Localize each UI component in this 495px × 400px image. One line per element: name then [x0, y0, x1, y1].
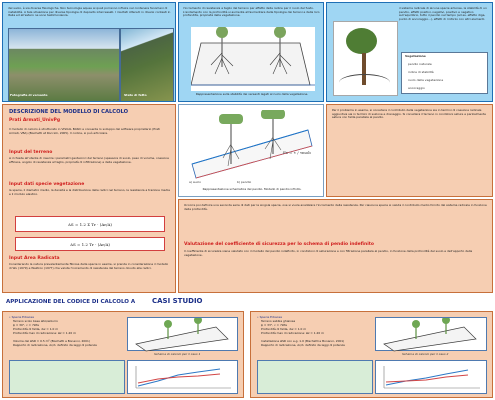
input-veg-text: la specie, il diametro medio, la densità e la distribuzione delle radici nel terreno, la resistenza a trazione media e il modulo elastico. — [9, 188, 170, 196]
tree-canopy-icon — [346, 28, 377, 54]
legend-item-2: indice di stabilità — [408, 70, 434, 74]
case-2-line-5: Profondità max di radicazione: Δz = 1.20 m — [261, 331, 324, 335]
result-text: Il coefficiente di sicurezza viene valutato con il modello del pendio indefinito, in condizioni di saturazione e con filtrazione parallela al pendio, in funzione della profondità del suolo e dell'apporto della vegetazione. — [184, 249, 473, 257]
legend-item-1: pendio naturale — [408, 62, 432, 66]
top-left-text: del suolo, è sia diverse fisiologiche. Non tecnologie aquee ai quali porranno influire nel contenere fenomeni di instabilità. A tale situazione per diverse tipologie di deposito intercessati. I risultati ottenuti in diversi contesti in Italia ed all'estero ne sono testimonianza. — [8, 6, 171, 17]
case-2-line-2: Terreno sabbia ghiaiosa — [261, 319, 296, 323]
slope-diagram-panel — [178, 104, 324, 197]
legend-item-3: ruolo della vegetazione — [408, 78, 444, 82]
result-title: Valutazione del coefficiente di sicurezza per lo schema di pendio indefinito — [184, 242, 374, 247]
case-1-line-5: Profondità max di radicazione: Δz = 1.20 m — [13, 331, 76, 335]
case-2-line-1: • Specie Erbacea — [257, 315, 282, 319]
application-title: APPLICAZIONE DEL CODICE DI CALCOLO A — [6, 299, 136, 305]
top-middle-caption: Rappresentazione sulla stabilità dei versanti legati al ruolo della vegetazione. — [195, 92, 309, 96]
application-highlight: CASI STUDIO — [152, 297, 203, 305]
legend-item-4: ancoraggio — [408, 86, 425, 90]
case-1-line-1: • Specie Erbacea — [9, 315, 34, 319]
model-description-panel — [2, 104, 176, 293]
case-2-results-chart — [375, 360, 487, 394]
input-title: Input del terreno — [9, 150, 53, 155]
case-1-line-2: Terreno scolo base alto/azzurro — [13, 319, 58, 323]
case-1-results-chart — [127, 360, 238, 394]
case-study-2-panel — [250, 311, 493, 398]
formula-box-1: ΔS = 1.2 Σ Tr ⋅ (Ar/A) — [15, 216, 165, 232]
model-text: Il modello di calcolo è strutturato in VISUAL BASIC e consente lo sviluppo del software proprietario (Prati Armati, VBA) (Bischetti et Roccioli, 2005). Il codice, si può articolare. — [9, 127, 160, 135]
top-left-panel — [2, 2, 176, 102]
top-middle-text: l'incremento di resistenza a taglio del terreno per effetto della radice per il ruolo del fusto. L'andamento con la profondità si aumenta all'aumentare delle tipologie dei terreni e della loro profondità, proprietà della vegetazione. — [183, 6, 320, 17]
case-2-caption: Schema di calcolo per il caso 2 — [402, 352, 449, 356]
model-title: DESCRIZIONE DEL MODELLO DI CALCOLO — [9, 109, 129, 115]
diagram-caption: Rappresentazione schematica del pendio. Modello di pendio infinito. — [202, 187, 302, 191]
photo-caption-left: Fotografia di versante — [10, 93, 48, 97]
results-panel — [178, 199, 493, 293]
vegetation-illustration — [333, 21, 398, 96]
input-veg-title: Input dati specie vegetazione — [9, 182, 85, 187]
slope-photo — [120, 28, 174, 102]
right-top-text: Per il problema in esame, si considera il contributo della vegetazione sia in termini di coesione radicale aggiuntiva sia in termini di suzione e drenaggio. Si considera il terreno in condizioni sature e parzialmente sature con falda parallela al pendio. — [332, 108, 486, 119]
case-2-line-3: ϕ = 33°, c = 7kPa — [261, 323, 287, 327]
infinite-slope-diagram — [184, 110, 320, 180]
landscape-photo — [8, 28, 120, 102]
case-2-line-8: Rapporto di radicazione, Ar/A: definito da leggi di potenza — [261, 343, 345, 347]
case-1-slope-schema — [127, 317, 238, 351]
center-text: Occorre poi definire una seconda serie di dati per la singola specie, ove si vuole analizzare l'incremento della resistenza. Per ciascuna specie si valuta il contributo medio fornito dal sistema radicale in funzione della profondità. — [184, 203, 487, 211]
photo-caption-right: Stato di fatto — [124, 93, 147, 97]
top-right-panel — [326, 2, 493, 102]
case-1-line-4: Profondità di falda, dw = 1.0 m — [13, 327, 59, 331]
case-2-results-table — [257, 360, 373, 394]
root-spread-icon — [339, 74, 390, 91]
root-title: Input Area Radicata — [9, 256, 60, 261]
model-subtitle: Prati Armati_UnivPg — [9, 118, 61, 123]
formula-box-2: ΔS = 1.2 Tr ⋅ (Ar/A) — [15, 237, 165, 251]
diagram-label-b: b) pendio — [237, 180, 252, 184]
case-1-caption: Schema di calcolo per il caso 1 — [154, 352, 201, 356]
case-1-line-7: Volume del ΔSR = 0.5 m² (Bischetti e Bonanni, 2001) — [13, 339, 90, 343]
case-1-chart-icon — [128, 361, 239, 395]
application-title-bar — [2, 296, 493, 310]
top-middle-panel — [178, 2, 324, 102]
top-right-text: il sistema radicale di alcune specie arboree, la stabilità di un pendio, effetti positivi, negativi, positivo e negativo sull'equilibrio, tutto il pendio nel tempo (ad es. effetto diga, punto di ancoraggio...), effetti di rinforzo con altri elementi. — [399, 6, 487, 21]
case-2-line-7: Installazione ΔSR con e.g. 1.0 (Bischetti e Bonanni, 2001) — [261, 339, 345, 343]
legend-title: Vegetazione — [405, 54, 426, 58]
diagram-label-a: a) suolo — [189, 180, 201, 184]
diagram-formula: Fs = τ / τmob — [283, 150, 311, 155]
case-1-line-8: Rapporto di radicazione, Ar/A: definito da leggi di potenza — [13, 343, 97, 347]
root-text: Considerando la natura prevalentemente fibrosa delle specie in esame, si prende in considerazione il modello di Wu (1979) e Waldron (1977) che valuta l'incremento di resistenza del terreno dovuto alle radici. — [9, 262, 169, 270]
case-2-schema-icon — [376, 318, 488, 352]
vegetation-legend — [401, 52, 488, 94]
case-2-chart-icon — [376, 361, 488, 395]
case-1-line-3: ϕ = 30°, c = 7kPa — [13, 323, 39, 327]
case-1-schema-icon — [128, 318, 239, 352]
case-1-results-table — [9, 360, 125, 394]
case-2-slope-schema — [375, 317, 487, 351]
vegetation-root-diagram — [191, 27, 315, 91]
case-2-line-4: Profondità di falda, dw = 1.0 m — [261, 327, 307, 331]
right-text-panel — [326, 104, 493, 197]
input-text: si richiede all'utente di inserire i parametri geotecnici del terreno (spessore di suolo, peso di volume, coesione efficace, angolo di resistenza al taglio, proprietà di infiltrazione) e della vegetazione. — [9, 156, 169, 164]
case-study-1-panel — [2, 311, 244, 398]
